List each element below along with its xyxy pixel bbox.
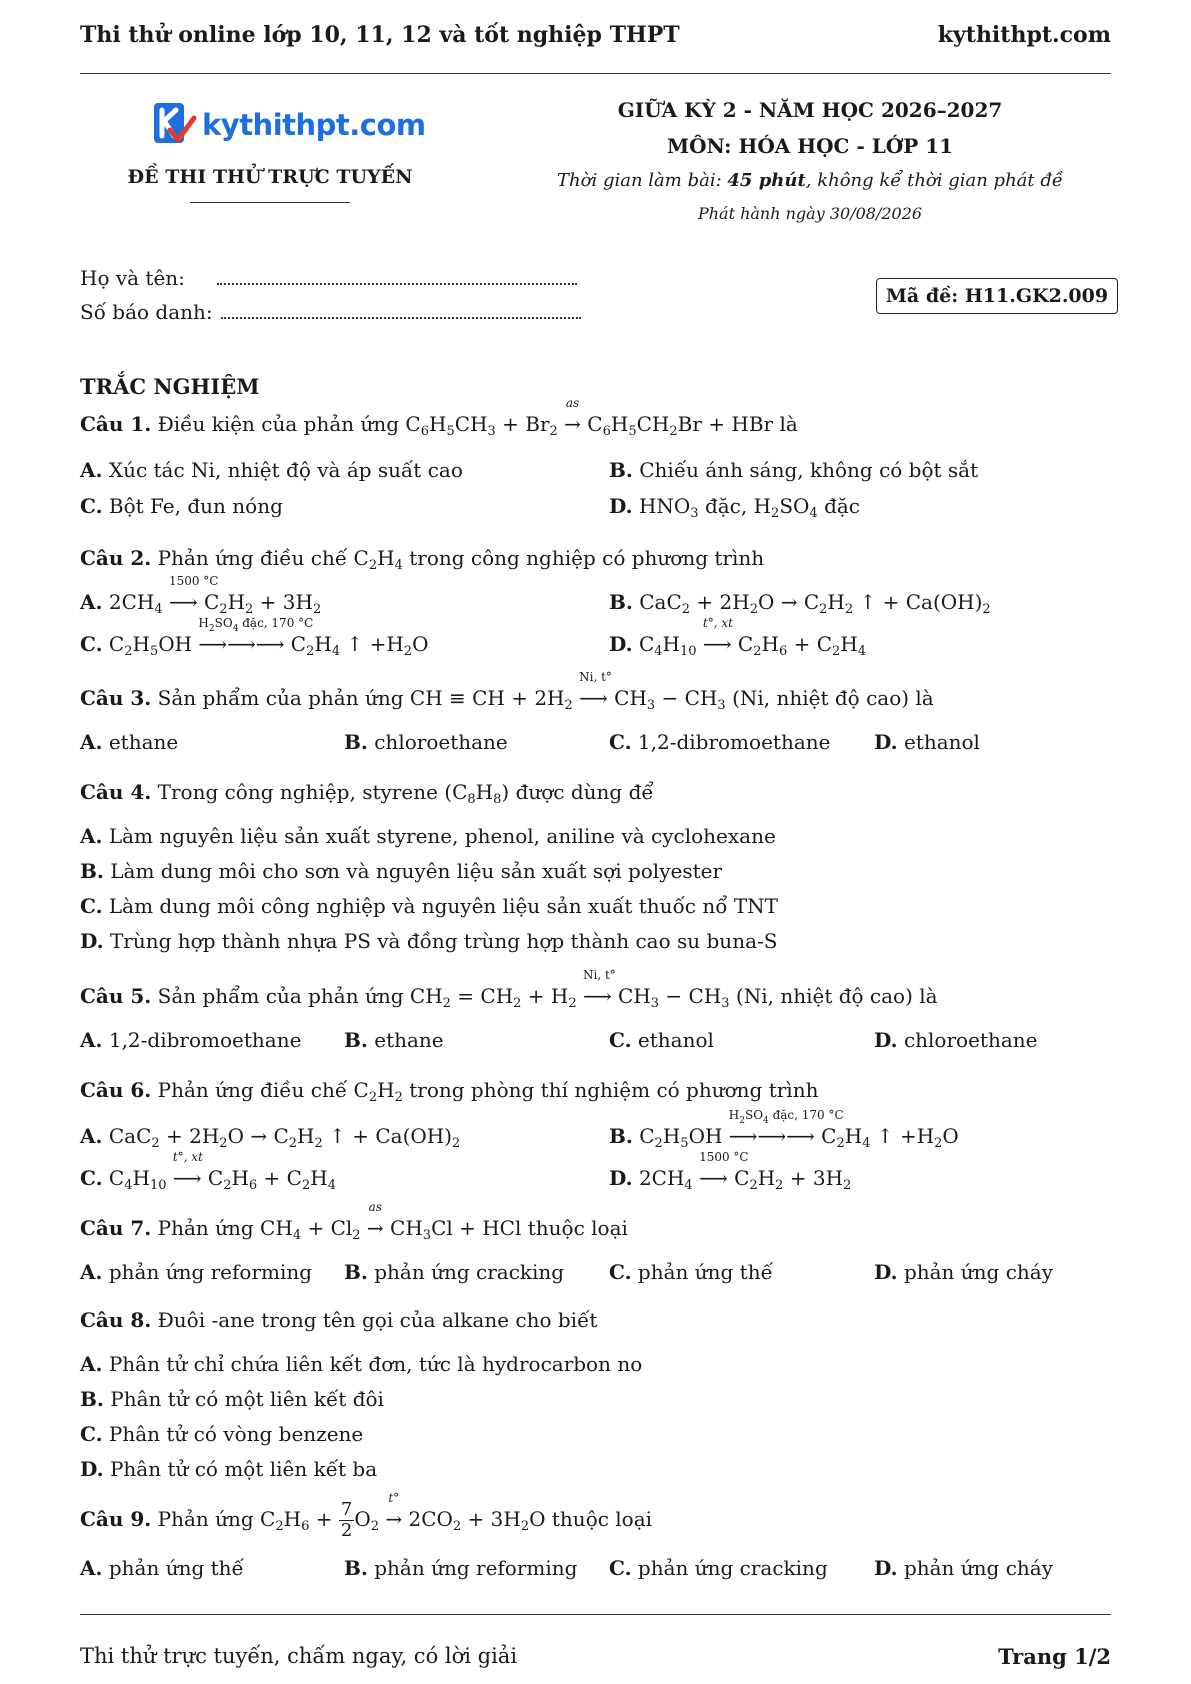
question-4: Câu 4. Trong công nghiệp, styrene $(C_8H_8)$ được dùng để — [80, 780, 654, 807]
q2-option-b[interactable]: B. $CaC_2 + 2H_2O \to C_2H_2$ ↑ + $Ca(OH)_2$ — [609, 590, 991, 617]
name-label: Họ và tên: — [80, 266, 185, 290]
question-9: Câu 9. Phản ứng $C_2H_6$ + $\frac{7}{2}$ $O_2$ t° → $2CO_2 + 3H_2O$ thuộc loại — [80, 1491, 653, 1541]
exam-code-badge: Mã đề: H11.GK2.009 — [876, 278, 1118, 314]
question-2: Câu 2. Phản ứng điều chế $C_2H_4$ trong công nghiệp có phương trình — [80, 546, 765, 573]
left-subtitle: ĐỀ THI THỬ TRỰC TUYẾN — [127, 166, 413, 188]
q8-option-a[interactable]: A. Phân tử chỉ chứa liên kết đơn, tức là hydrocarbon no — [80, 1352, 643, 1376]
question-8: Câu 8. Đuôi -ane trong tên gọi của alkane cho biết — [80, 1308, 598, 1332]
section-title: TRẮC NGHIỆM — [80, 374, 260, 399]
q3-option-c[interactable]: C. 1,2-dibromoethane — [609, 730, 831, 754]
q3-option-b[interactable]: B. chloroethane — [344, 730, 508, 754]
q6-option-d[interactable]: D. $2CH_4$ 1500 °C ⟶ $C_2H_2 + 3H_2$ — [609, 1150, 852, 1193]
q5-option-a[interactable]: A. 1,2-dibromoethane — [80, 1028, 302, 1052]
q7-option-b[interactable]: B. phản ứng cracking — [344, 1260, 565, 1284]
q7-option-d[interactable]: D. phản ứng cháy — [874, 1260, 1054, 1284]
question-5: Câu 5. Sản phẩm của phản ứng $CH_2 = CH_2 + H_2$ Ni, t° ⟶ $CH_3 - CH_3$ (Ni, nhiệt độ cao) là — [80, 968, 938, 1011]
q2-option-a[interactable]: A. $2CH_4$ 1500 °C ⟶ $C_2H_2 + 3H_2$ — [80, 574, 322, 617]
q4-option-d[interactable]: D. Trùng hợp thành nhựa PS và đồng trùng hợp thành cao su buna-S — [80, 929, 778, 953]
header-left: Thi thử online lớp 10, 11, 12 và tốt nghiệp THPT — [80, 22, 680, 48]
footer-tagline: Thi thử trực tuyến, chấm ngay, có lời giải — [80, 1644, 518, 1668]
footer-divider — [80, 1614, 1111, 1615]
exam-title: GIỮA KỲ 2 - NĂM HỌC 2026–2027 — [617, 98, 1003, 122]
q9-option-d[interactable]: D. phản ứng cháy — [874, 1556, 1054, 1580]
q9-option-c[interactable]: C. phản ứng cracking — [609, 1556, 828, 1580]
exam-subject: MÔN: HÓA HỌC - LỚP 11 — [666, 134, 954, 158]
exam-release-date: Phát hành ngày 30/08/2026 — [697, 204, 923, 223]
page-number: Trang 1/2 — [998, 1644, 1111, 1669]
k-check-logo-icon — [152, 100, 198, 150]
q4-option-c[interactable]: C. Làm dung môi công nghiệp và nguyên liệu sản xuất thuốc nổ TNT — [80, 894, 779, 918]
q6-option-a[interactable]: A. $CaC_2 + 2H_2O \to C_2H_2$ ↑ + $Ca(OH)_2$ — [80, 1124, 461, 1151]
subtitle-underline — [190, 202, 350, 203]
q1-option-b[interactable]: B. Chiếu ánh sáng, không có bột sắt — [609, 458, 979, 482]
q5-option-b[interactable]: B. ethane — [344, 1028, 444, 1052]
id-field[interactable] — [80, 300, 581, 324]
q4-option-b[interactable]: B. Làm dung môi cho sơn và nguyên liệu sản xuất sợi polyester — [80, 859, 723, 883]
question-1: Câu 1. Điều kiện của phản ứng $C_6H_5CH_3 + Br_2$ as → $C_6H_5CH_2Br$ + HBr là — [80, 396, 798, 439]
q1-option-a[interactable]: A. Xúc tác Ni, nhiệt độ và áp suất cao — [80, 458, 463, 482]
question-3: Câu 3. Sản phẩm của phản ứng CH ≡ CH + $2H_2$ Ni, t° ⟶ $CH_3 - CH_3$ (Ni, nhiệt độ cao) là — [80, 670, 934, 713]
question-6: Câu 6. Phản ứng điều chế $C_2H_2$ trong phòng thí nghiệm có phương trình — [80, 1078, 819, 1105]
q9-option-a[interactable]: A. phản ứng thế — [80, 1556, 244, 1580]
q1-option-c[interactable]: C. Bột Fe, đun nóng — [80, 494, 283, 518]
q7-option-a[interactable]: A. phản ứng reforming — [80, 1260, 313, 1284]
id-dots[interactable] — [221, 315, 581, 319]
header-site[interactable]: kythithpt.com — [937, 22, 1111, 48]
site-logo — [152, 100, 426, 150]
q6-option-b[interactable]: B. $C_2H_5OH$ $H_2SO_4$ đặc, 170 °C ⟶⟶⟶ $C_2H_4$ ↑ $+H_2O$ — [609, 1108, 959, 1151]
exam-time: Thời gian làm bài: 45 phút, không kể thời gian phát đề — [557, 170, 1063, 191]
q3-option-a[interactable]: A. ethane — [80, 730, 179, 754]
q5-option-d[interactable]: D. chloroethane — [874, 1028, 1038, 1052]
name-field[interactable] — [80, 266, 577, 290]
q8-option-d[interactable]: D. Phân tử có một liên kết ba — [80, 1457, 378, 1481]
id-label: Số báo danh: — [80, 300, 213, 324]
q7-option-c[interactable]: C. phản ứng thế — [609, 1260, 773, 1284]
q5-option-c[interactable]: C. ethanol — [609, 1028, 714, 1052]
q2-option-d[interactable]: D. $C_4H_{10}$ t°, xt ⟶ $C_2H_6 + C_2H_4$ — [609, 616, 867, 659]
question-7: Câu 7. Phản ứng $CH_4 + Cl_2$ as → $CH_3Cl$ + HCl thuộc loại — [80, 1200, 628, 1243]
q4-option-a[interactable]: A. Làm nguyên liệu sản xuất styrene, phenol, aniline và cyclohexane — [80, 824, 776, 848]
q2-option-c[interactable]: C. $C_2H_5OH$ $H_2SO_4$ đặc, 170 °C ⟶⟶⟶ $C_2H_4$ ↑ $+H_2O$ — [80, 616, 429, 659]
name-dots[interactable] — [217, 281, 577, 285]
logo-text: kythithpt.com — [202, 108, 426, 142]
q1-option-d[interactable]: D. $HNO_3$ đặc, $H_2SO_4$ đặc — [609, 494, 860, 521]
fraction-7-2: $\frac{7}{2}$ — [340, 1499, 353, 1541]
q8-option-b[interactable]: B. Phân tử có một liên kết đôi — [80, 1387, 384, 1411]
q3-option-d[interactable]: D. ethanol — [874, 730, 980, 754]
header-divider — [80, 73, 1111, 74]
q8-option-c[interactable]: C. Phân tử có vòng benzene — [80, 1422, 364, 1446]
q9-option-b[interactable]: B. phản ứng reforming — [344, 1556, 578, 1580]
q6-option-c[interactable]: C. $C_4H_{10}$ t°, xt ⟶ $C_2H_6 + C_2H_4$ — [80, 1150, 336, 1193]
